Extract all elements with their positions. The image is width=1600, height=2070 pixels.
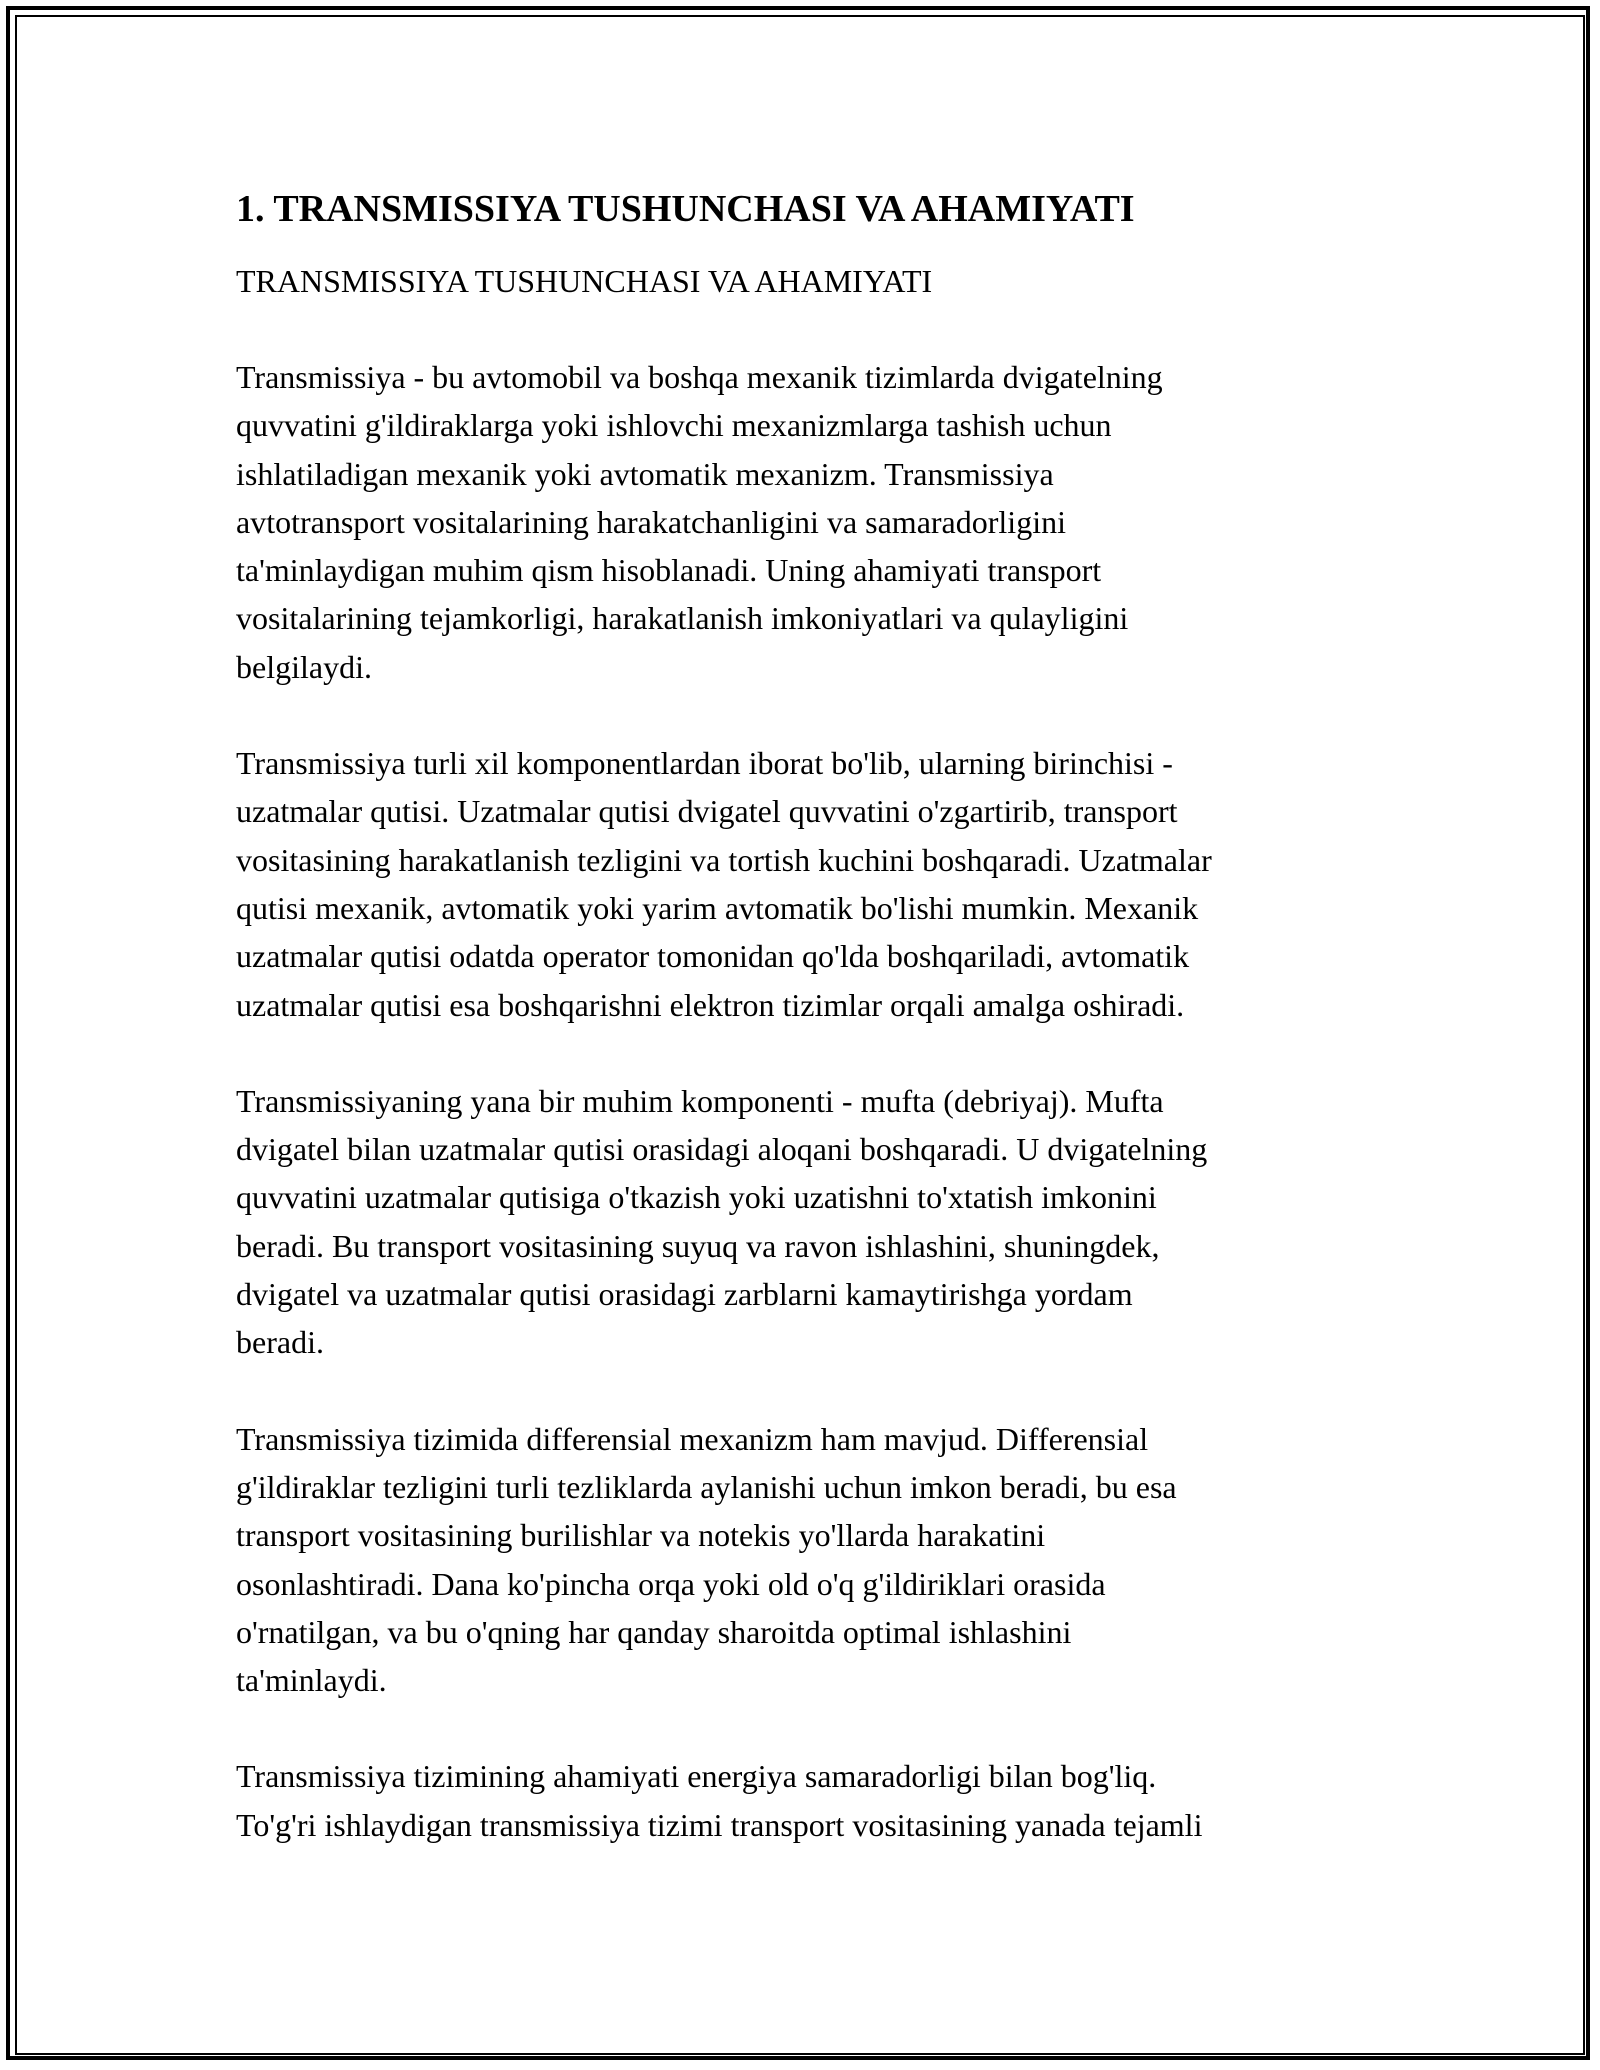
paragraph-line: o'rnatilgan, va bu o'qning har qanday sharoitda optimal ishlashini: [236, 1613, 1072, 1650]
section-heading: 1. TRANSMISSIYA TUSHUNCHASI VA AHAMIYATI: [236, 188, 1135, 230]
paragraph-line: beradi. Bu transport vositasining suyuq va ravon ishlashini, shuningdek,: [236, 1227, 1160, 1264]
body-paragraph: [236, 1752, 1376, 1849]
paragraph-line: Transmissiya tizimining ahamiyati energiya samaradorligi bilan bog'liq.: [236, 1758, 1157, 1795]
paragraph-list: [236, 353, 1376, 1849]
paragraph-line: dvigatel bilan uzatmalar qutisi orasidagi aloqani boshqaradi. U dvigatelning: [236, 1131, 1208, 1168]
paragraph-line: quvvatini uzatmalar qutisiga o'tkazish yoki uzatishni to'xtatish imkonini: [236, 1179, 1157, 1216]
paragraph-line: vositasining harakatlanish tezligini va tortish kuchini boshqaradi. Uzatmalar: [236, 841, 1212, 878]
paragraph-line: vositalarining tejamkorligi, harakatlanish imkoniyatlari va qulayligini: [236, 600, 1129, 637]
paragraph-line: ta'minlaydigan muhim qism hisoblanadi. Uning ahamiyati transport: [236, 552, 1102, 589]
paragraph-line: avtotransport vositalarining harakatchanligini va samaradorligini: [236, 503, 1066, 540]
paragraph-line: dvigatel va uzatmalar qutisi orasidagi zarblarni kamaytirishga yordam: [236, 1276, 1133, 1313]
paragraph-line: uzatmalar qutisi. Uzatmalar qutisi dvigatel quvvatini o'zgartirib, transport: [236, 793, 1178, 830]
paragraph-line: uzatmalar qutisi odatda operator tomonidan qo'lda boshqariladi, avtomatik: [236, 938, 1190, 975]
paragraph-line: Transmissiya turli xil komponentlardan iborat bo'lib, ularning birinchisi -: [236, 745, 1173, 782]
paragraph-line: Transmissiya - bu avtomobil va boshqa mexanik tizimlarda dvigatelning: [236, 359, 1163, 395]
paragraph-line: To'g'ri ishlaydigan transmissiya tizimi transport vositasining yanada tejamli: [236, 1806, 1203, 1843]
paragraph-line: Transmissiyaning yana bir muhim komponenti - mufta (debriyaj). Mufta: [236, 1082, 1164, 1119]
paragraph-line: quvvatini g'ildiraklarga yoki ishlovchi mexanizmlarga tashish uchun: [236, 407, 1112, 444]
paragraph-line: Transmissiya tizimida differensial mexanizm ham mavjud. Differensial: [236, 1420, 1149, 1457]
paragraph-line: beradi.: [236, 1324, 324, 1361]
paragraph-line: g'ildiraklar tezligini turli tezliklarda aylanishi uchun imkon beradi, bu esa: [236, 1468, 1177, 1505]
paragraph-line: uzatmalar qutisi esa boshqarishni elektron tizimlar orqali amalga oshiradi.: [236, 986, 1185, 1023]
body-paragraph: [236, 739, 1376, 1029]
paragraph-line: qutisi mexanik, avtomatik yoki yarim avtomatik bo'lishi mumkin. Mexanik: [236, 889, 1199, 926]
section-subtitle: TRANSMISSIYA TUSHUNCHASI VA AHAMIYATI: [236, 263, 933, 299]
paragraph-line: belgilaydi.: [236, 648, 372, 685]
paragraph-line: transport vositasining burilishlar va notekis yo'llarda harakatini: [236, 1517, 1046, 1554]
paragraph-line: ta'minlaydi.: [236, 1662, 387, 1699]
body-paragraph: [236, 1077, 1376, 1367]
paragraph-line: osonlashtiradi. Dana ko'pincha orqa yoki old o'q g'ildiriklari orasida: [236, 1565, 1106, 1602]
body-paragraph: [236, 1415, 1376, 1705]
document-body: [236, 185, 1376, 1897]
body-paragraph: [236, 353, 1376, 691]
paragraph-line: ishlatiladigan mexanik yoki avtomatik mexanizm. Transmissiya: [236, 455, 1054, 492]
